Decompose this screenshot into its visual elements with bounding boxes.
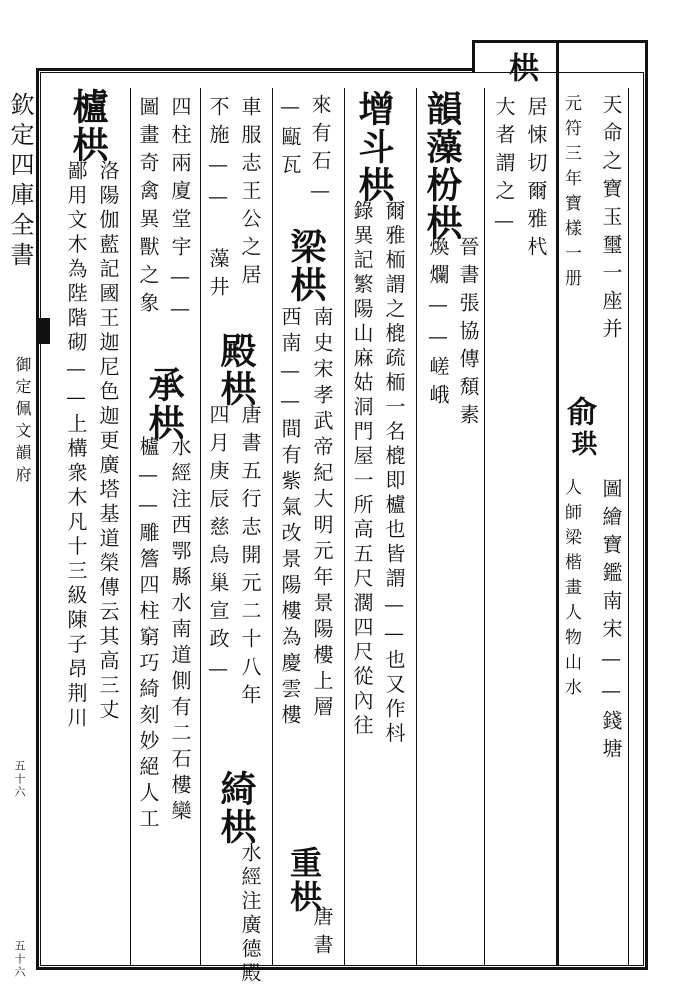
entry-heading: 俞 <box>561 396 596 428</box>
column-rule <box>344 88 345 966</box>
text-column: 南史宋孝武帝紀大明元年景陽樓上層 <box>310 306 334 722</box>
text-column: 洛陽伽藍記國王迦尼色迦更廣塔基道榮傳云其高三丈 <box>96 160 120 724</box>
column-rule <box>628 88 629 966</box>
text-column: 晉書張協傳頹素 <box>456 236 480 432</box>
column-rule-thick <box>556 40 559 966</box>
text-column: 錄異記繁陽山麻姑洞門屋一所高五尺濶四尺從內往 <box>350 200 374 739</box>
main-entry-heading: 栱 <box>503 52 538 84</box>
column-rule <box>130 88 131 966</box>
text-column: 水經注西鄂縣水南道側有二石樓欒 <box>168 436 192 826</box>
margin-title-bottom: 御定佩文韻府 <box>13 356 32 488</box>
text-column: 煥爛——嵯峨 <box>426 236 450 412</box>
text-column: 人師梁楷畫人物山水 <box>561 478 581 703</box>
margin-title-top: 欽定四庫全書 <box>6 92 34 272</box>
text-column: 爾雅栭謂之㮰疏栭一名㮰即櫨也皆謂——也又作枓 <box>382 200 406 747</box>
text-column: 唐書 <box>310 906 334 962</box>
text-column: 居悚切爾雅杙 <box>524 96 548 264</box>
text-column: 元符三年寶樣一册 <box>561 94 581 294</box>
text-column: 車服志王公之居 <box>238 96 262 292</box>
margin-fishtail-mark <box>36 318 50 344</box>
header-tab <box>472 40 648 72</box>
text-column: 來有石— <box>308 94 332 210</box>
entry-heading: 梁栱 <box>285 228 327 304</box>
entry-heading: 綺栱 <box>215 770 257 846</box>
entry-heading: 增斗栱 <box>353 90 395 204</box>
entry-heading: 承栱 <box>143 366 185 442</box>
column-rule <box>272 88 273 966</box>
entry-heading: 重栱 <box>285 846 323 914</box>
text-column: 唐書五行志開元二十八年 <box>238 404 262 712</box>
text-column: 西南——間有紫氣改景陽樓為慶雲樓 <box>278 306 302 730</box>
column-rule <box>200 88 201 966</box>
text-column: —甌瓦 <box>278 94 302 182</box>
text-column: 櫨——雕簷四柱窮巧綺刻妙絕人工 <box>136 436 160 834</box>
text-column: 四月庚辰慈烏巢宣政— <box>206 404 230 688</box>
entry-heading: 韻藻枌栱 <box>421 90 463 242</box>
text-column: 水經注廣德殿 <box>238 842 262 986</box>
entry-heading: 櫨栱 <box>67 88 109 164</box>
column-rule <box>484 88 485 966</box>
text-column: 圖繪寶鑑南宋——錢塘 <box>599 478 623 766</box>
column-rule <box>416 88 417 966</box>
text-column: 不施—— 藻井 <box>206 96 230 304</box>
entry-heading: 殿栱 <box>215 332 257 408</box>
text-column: 四柱兩廈堂宇—— <box>168 96 192 328</box>
page-number: 五十六 <box>13 760 26 799</box>
entry-heading: 珙 <box>567 430 597 458</box>
text-column: 大者謂之— <box>492 96 516 240</box>
text-column: 鄙用文木為陛階砌——上構衆木凡十三級陳子昂荆川 <box>64 160 88 732</box>
text-column: 天命之寶玉璽一座并 <box>599 94 623 346</box>
page-number-bottom: 五十六 <box>13 940 26 979</box>
text-column: 圖畫奇禽異獸之象 <box>136 96 160 320</box>
